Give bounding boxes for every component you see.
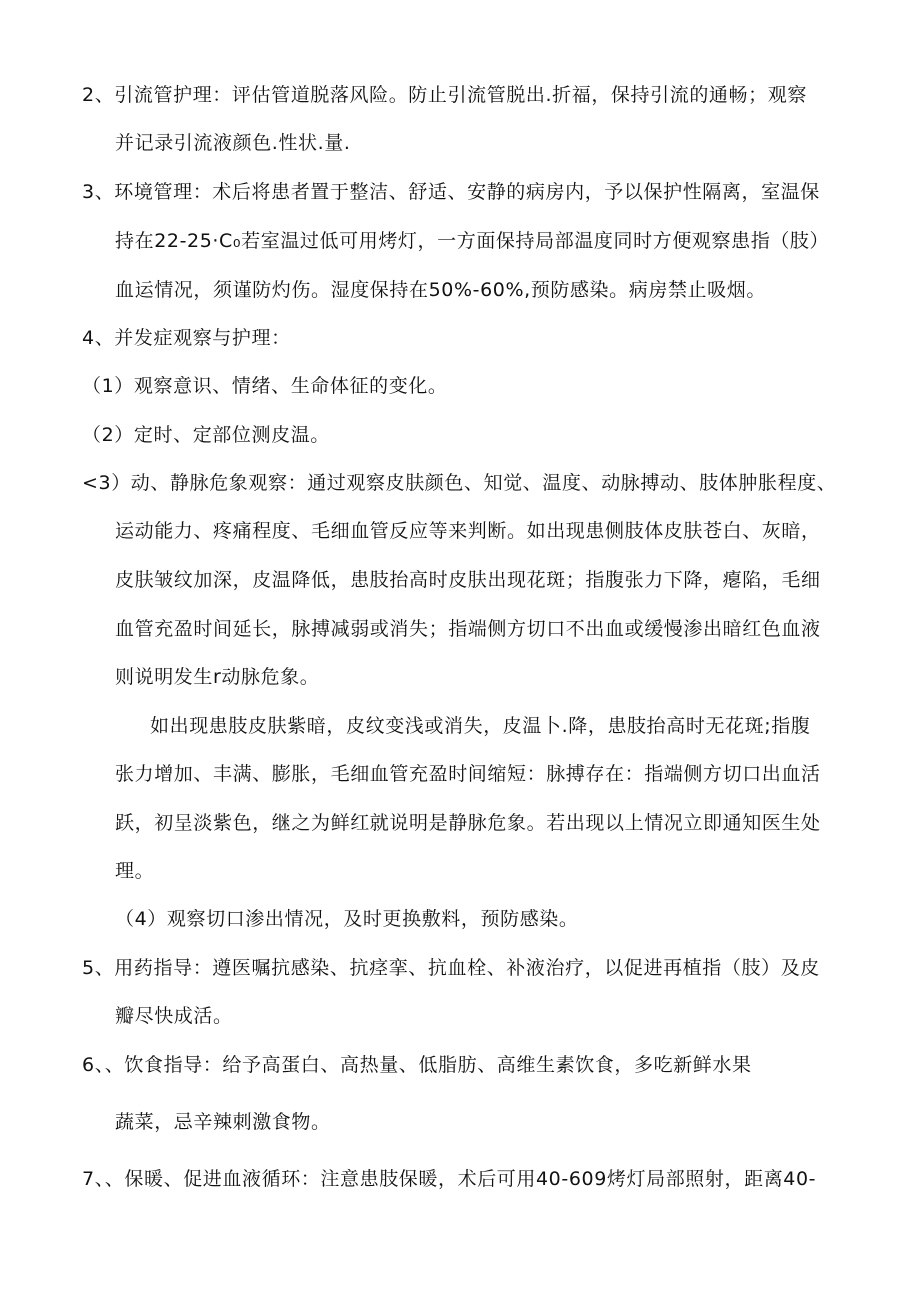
- text-line: 张力增加、丰满、膨胀，毛细血管充盈时间缩短：脉搏存在：指端侧方切口出血活: [115, 763, 821, 785]
- text-line: 运动能力、疼痛程度、毛细血管反应等来判断。如出现患侧肢体皮肤苍白、灰暗，: [115, 520, 821, 542]
- text-line: 血运情况，须谨防灼伤。湿度保持在50%-60%,预防感染。病房禁止吸烟。: [115, 279, 766, 301]
- text-line: 3、环境管理：术后将患者置于整洁、舒适、安静的病房内，予以保护性隔离，室温保: [82, 181, 820, 203]
- text-line: 瓣尽快成活。: [115, 1005, 233, 1027]
- text-line: 2、引流管护理：评估管道脱落风险。防止引流管脱出.折福，保持引流的通畅；观察: [82, 84, 807, 106]
- text-line: 持在22-25·C₀若室温过低可用烤灯，一方面保持局部温度同时方便观察患指（肢）: [115, 230, 830, 252]
- text-line: 6、、饮食指导：给予高蛋白、高热量、低脂肪、高维生素饮食，多吃新鲜水果: [82, 1054, 752, 1076]
- text-line: 如出现患肢皮肤紫暗，皮纹变浅或消失，皮温卜.降，患肢抬高时无花斑;指腹: [150, 715, 811, 737]
- text-line: 血管充盈时间延长，脉搏减弱或消失；指端侧方切口不出血或缓慢渗出暗红色血液: [115, 618, 821, 640]
- text-line: （2）定时、定部位测皮温。: [82, 424, 330, 446]
- text-line: 则说明发生r动脉危象。: [115, 666, 320, 688]
- text-line: （4）观察切口渗出情况，及时更换敷料，预防感染。: [115, 908, 579, 930]
- text-line: 蔬菜，忌辛辣刺激食物。: [115, 1111, 331, 1133]
- text-line: <3）动、静脉危象观察：通过观察皮肤颜色、知觉、温度、动脉搏动、肢体肿胀程度、: [82, 472, 837, 494]
- text-line: 跃，初呈淡紫色，继之为鲜红就说明是静脉危象。若出现以上情况立即通知医生处: [115, 812, 821, 834]
- text-line: 理。: [115, 860, 155, 882]
- text-line: （1）观察意识、情绪、生命体征的变化。: [82, 375, 448, 397]
- text-line: 5、用药指导：遵医嘱抗感染、抗痉挛、抗血栓、补液治疗，以促进再植指（肢）及皮: [82, 957, 820, 979]
- text-line: 并记录引流液颜色.性状.量.: [115, 132, 351, 154]
- text-line: 7、、保暖、促进血液循环：注意患肢保暖，术后可用40-609烤灯局部照射，距离40-: [82, 1168, 817, 1190]
- text-line: 皮肤皱纹加深，皮温降低，患肢抬高时皮肤出现花斑；指腹张力下降，瘪陷，毛细: [115, 569, 821, 591]
- text-line: 4、并发症观察与护理：: [82, 327, 291, 349]
